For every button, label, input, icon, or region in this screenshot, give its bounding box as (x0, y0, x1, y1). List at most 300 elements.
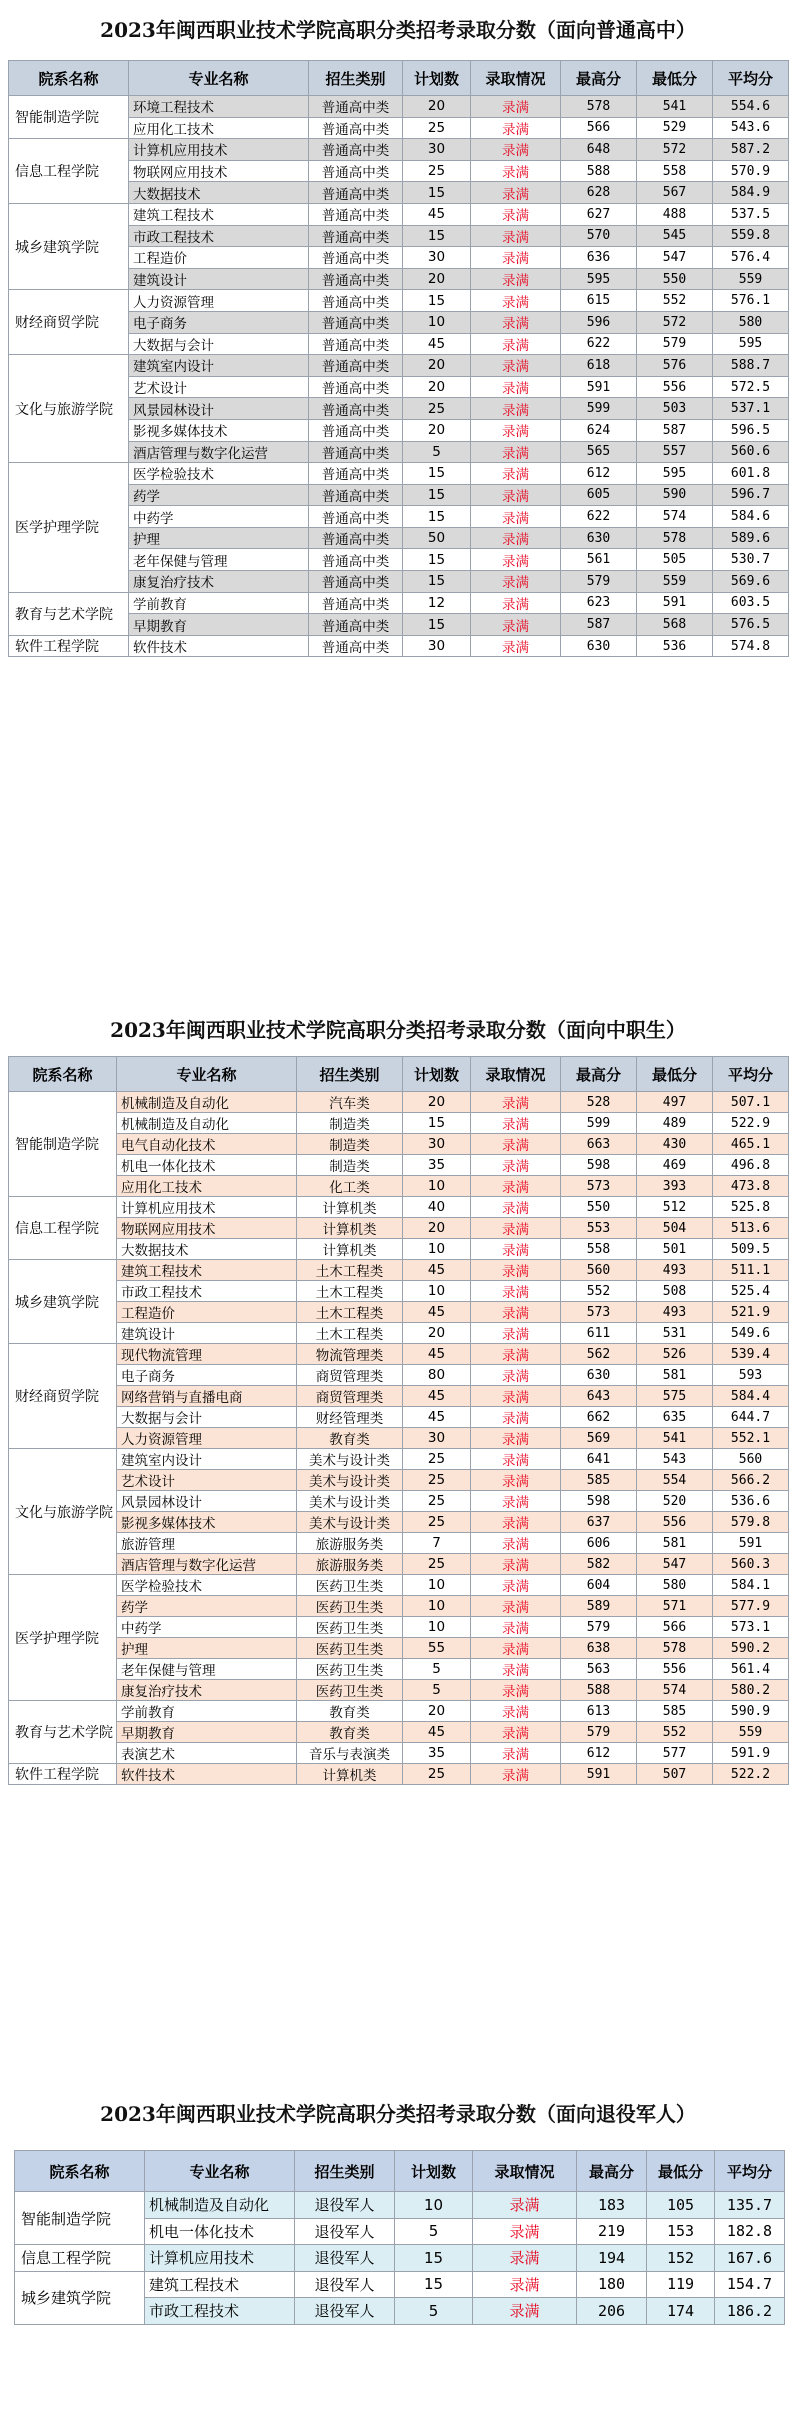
enroll-category: 医药卫生类 (297, 1638, 403, 1659)
min-score: 493 (637, 1302, 713, 1323)
avg-score: 573.1 (713, 1617, 789, 1638)
admission-status: 录满 (471, 1176, 561, 1197)
min-score: 541 (637, 1428, 713, 1449)
admission-status: 录满 (471, 376, 561, 398)
plan-count: 12 (403, 592, 471, 614)
admission-status: 录满 (471, 398, 561, 420)
plan-count: 25 (403, 1470, 471, 1491)
max-score: 615 (561, 290, 637, 312)
enroll-category: 旅游服务类 (297, 1554, 403, 1575)
table-row (9, 1365, 789, 1386)
avg-score: 584.9 (713, 182, 789, 204)
admission-table (8, 60, 789, 657)
admission-status: 录满 (471, 1239, 561, 1260)
enroll-category: 普通高中类 (309, 139, 403, 161)
table-row (9, 1218, 789, 1239)
min-score: 536 (637, 635, 713, 657)
avg-score: 593 (713, 1365, 789, 1386)
table-row (9, 96, 789, 118)
enroll-category: 制造类 (297, 1113, 403, 1134)
max-score: 623 (561, 592, 637, 614)
college-name: 医学护理学院 (9, 1575, 117, 1701)
enroll-category: 医药卫生类 (297, 1575, 403, 1596)
table-row (9, 1176, 789, 1197)
plan-count: 5 (403, 1659, 471, 1680)
table-row (9, 1533, 789, 1554)
admission-status: 录满 (471, 463, 561, 485)
column-header: 录取情况 (473, 2151, 577, 2192)
enroll-category: 医药卫生类 (297, 1596, 403, 1617)
enroll-category: 退役军人 (295, 2271, 395, 2298)
max-score: 573 (561, 1176, 637, 1197)
admission-status: 录满 (471, 1113, 561, 1134)
college-name: 城乡建筑学院 (9, 1260, 117, 1344)
enroll-category: 普通高中类 (309, 635, 403, 657)
plan-count: 25 (403, 117, 471, 139)
admission-status: 录满 (471, 1386, 561, 1407)
enroll-category: 普通高中类 (309, 463, 403, 485)
min-score: 552 (637, 290, 713, 312)
table-row (9, 635, 789, 657)
avg-score: 537.5 (713, 203, 789, 225)
enroll-category: 普通高中类 (309, 592, 403, 614)
max-score: 561 (561, 549, 637, 571)
min-score: 568 (637, 614, 713, 636)
max-score: 591 (561, 1764, 637, 1785)
avg-score: 576.5 (713, 614, 789, 636)
plan-count: 15 (403, 614, 471, 636)
max-score: 591 (561, 376, 637, 398)
avg-score: 588.7 (713, 355, 789, 377)
major-name: 应用化工技术 (129, 117, 309, 139)
min-score: 529 (637, 117, 713, 139)
min-score: 581 (637, 1533, 713, 1554)
plan-count: 20 (403, 1323, 471, 1344)
avg-score: 554.6 (713, 96, 789, 118)
table-row (9, 1617, 789, 1638)
major-name: 机械制造及自动化 (145, 2192, 295, 2219)
major-name: 计算机应用技术 (117, 1197, 297, 1218)
enroll-category: 普通高中类 (309, 203, 403, 225)
column-header: 招生类别 (295, 2151, 395, 2192)
admission-status: 录满 (471, 419, 561, 441)
min-score: 541 (637, 96, 713, 118)
major-name: 建筑室内设计 (117, 1449, 297, 1470)
min-score: 556 (637, 1659, 713, 1680)
min-score: 587 (637, 419, 713, 441)
max-score: 630 (561, 527, 637, 549)
admission-status: 录满 (471, 160, 561, 182)
enroll-category: 计算机类 (297, 1197, 403, 1218)
admission-status: 录满 (471, 1197, 561, 1218)
college-name: 文化与旅游学院 (9, 355, 129, 463)
plan-count: 10 (403, 1281, 471, 1302)
min-score: 504 (637, 1218, 713, 1239)
max-score: 563 (561, 1659, 637, 1680)
avg-score: 570.9 (713, 160, 789, 182)
enroll-category: 普通高中类 (309, 333, 403, 355)
min-score: 576 (637, 355, 713, 377)
max-score: 598 (561, 1491, 637, 1512)
max-score: 624 (561, 419, 637, 441)
plan-count: 10 (403, 1239, 471, 1260)
plan-count: 15 (395, 2271, 473, 2298)
major-name: 医学检验技术 (129, 463, 309, 485)
max-score: 587 (561, 614, 637, 636)
avg-score: 587.2 (713, 139, 789, 161)
enroll-category: 普通高中类 (309, 571, 403, 593)
section-high-school (0, 0, 796, 966)
major-name: 护理 (129, 527, 309, 549)
min-score: 554 (637, 1470, 713, 1491)
max-score: 570 (561, 225, 637, 247)
min-score: 393 (637, 1176, 713, 1197)
avg-score: 574.8 (713, 635, 789, 657)
column-header: 招生类别 (297, 1057, 403, 1092)
enroll-category: 制造类 (297, 1134, 403, 1155)
major-name: 电气自动化技术 (117, 1134, 297, 1155)
plan-count: 5 (403, 441, 471, 463)
enroll-category: 化工类 (297, 1176, 403, 1197)
enroll-category: 教育类 (297, 1701, 403, 1722)
table-row (9, 1239, 789, 1260)
admission-status: 录满 (471, 592, 561, 614)
plan-count: 25 (403, 1512, 471, 1533)
column-header: 专业名称 (117, 1057, 297, 1092)
table-row (9, 1092, 789, 1113)
major-name: 电子商务 (129, 311, 309, 333)
major-name: 机电一体化技术 (145, 2218, 295, 2245)
plan-count: 45 (403, 1302, 471, 1323)
column-header: 院系名称 (9, 61, 129, 96)
max-score: 604 (561, 1575, 637, 1596)
enroll-category: 普通高中类 (309, 484, 403, 506)
major-name: 影视多媒体技术 (117, 1512, 297, 1533)
max-score: 613 (561, 1701, 637, 1722)
table-row (15, 2271, 785, 2298)
min-score: 531 (637, 1323, 713, 1344)
table-row (9, 1428, 789, 1449)
min-score: 635 (637, 1407, 713, 1428)
max-score: 588 (561, 1680, 637, 1701)
avg-score: 566.2 (713, 1470, 789, 1491)
min-score: 567 (637, 182, 713, 204)
avg-score: 559 (713, 268, 789, 290)
enroll-category: 汽车类 (297, 1092, 403, 1113)
min-score: 575 (637, 1386, 713, 1407)
enroll-category: 退役军人 (295, 2192, 395, 2219)
enroll-category: 土木工程类 (297, 1302, 403, 1323)
avg-score: 513.6 (713, 1218, 789, 1239)
column-header: 最低分 (637, 61, 713, 96)
avg-score: 186.2 (715, 2298, 785, 2325)
min-score: 574 (637, 1680, 713, 1701)
plan-count: 20 (403, 1701, 471, 1722)
avg-score: 590.9 (713, 1701, 789, 1722)
max-score: 622 (561, 333, 637, 355)
admission-status: 录满 (471, 1491, 561, 1512)
enroll-category: 医药卫生类 (297, 1617, 403, 1638)
max-score: 663 (561, 1134, 637, 1155)
admission-status: 录满 (471, 1218, 561, 1239)
major-name: 建筑设计 (129, 268, 309, 290)
avg-score: 135.7 (715, 2192, 785, 2219)
max-score: 550 (561, 1197, 637, 1218)
plan-count: 20 (403, 355, 471, 377)
major-name: 艺术设计 (117, 1470, 297, 1491)
avg-score: 560.3 (713, 1554, 789, 1575)
plan-count: 30 (403, 635, 471, 657)
admission-status: 录满 (471, 1365, 561, 1386)
admission-table (8, 1056, 789, 1785)
table-row (9, 1407, 789, 1428)
admission-table (14, 2150, 785, 2325)
major-name: 市政工程技术 (145, 2298, 295, 2325)
major-name: 计算机应用技术 (145, 2245, 295, 2272)
section-title: 2023年闽西职业技术学院高职分类招考录取分数（面向中职生） (110, 1018, 686, 1042)
plan-count: 5 (395, 2298, 473, 2325)
plan-count: 20 (403, 376, 471, 398)
major-name: 现代物流管理 (117, 1344, 297, 1365)
table-row (15, 2192, 785, 2219)
plan-count: 20 (403, 1092, 471, 1113)
max-score: 636 (561, 247, 637, 269)
min-score: 543 (637, 1449, 713, 1470)
max-score: 605 (561, 484, 637, 506)
avg-score: 595 (713, 333, 789, 355)
table-row (9, 1113, 789, 1134)
max-score: 588 (561, 160, 637, 182)
max-score: 579 (561, 1722, 637, 1743)
max-score: 618 (561, 355, 637, 377)
avg-score: 590.2 (713, 1638, 789, 1659)
plan-count: 15 (403, 571, 471, 593)
plan-count: 15 (403, 1113, 471, 1134)
min-score: 572 (637, 139, 713, 161)
admission-status: 录满 (471, 311, 561, 333)
avg-score: 530.7 (713, 549, 789, 571)
max-score: 612 (561, 1743, 637, 1764)
major-name: 物联网应用技术 (117, 1218, 297, 1239)
admission-status: 录满 (471, 1323, 561, 1344)
table-header (9, 61, 789, 96)
min-score: 590 (637, 484, 713, 506)
min-score: 556 (637, 1512, 713, 1533)
avg-score: 522.2 (713, 1764, 789, 1785)
admission-status: 录满 (471, 1407, 561, 1428)
admission-status: 录满 (471, 1680, 561, 1701)
plan-count: 10 (403, 1575, 471, 1596)
avg-score: 580.2 (713, 1680, 789, 1701)
plan-count: 5 (395, 2218, 473, 2245)
major-name: 市政工程技术 (129, 225, 309, 247)
table-row (9, 1449, 789, 1470)
column-header: 平均分 (713, 61, 789, 96)
plan-count: 10 (403, 1617, 471, 1638)
avg-score: 182.8 (715, 2218, 785, 2245)
major-name: 中药学 (117, 1617, 297, 1638)
major-name: 康复治疗技术 (117, 1680, 297, 1701)
major-name: 市政工程技术 (117, 1281, 297, 1302)
table-row (15, 2245, 785, 2272)
min-score: 574 (637, 506, 713, 528)
min-score: 580 (637, 1575, 713, 1596)
table-row (9, 1638, 789, 1659)
min-score: 508 (637, 1281, 713, 1302)
min-score: 552 (637, 1722, 713, 1743)
plan-count: 50 (403, 527, 471, 549)
max-score: 606 (561, 1533, 637, 1554)
section-title: 2023年闽西职业技术学院高职分类招考录取分数（面向退役军人） (100, 2102, 696, 2126)
table-row (9, 1155, 789, 1176)
enroll-category: 普通高中类 (309, 441, 403, 463)
admission-status: 录满 (471, 1638, 561, 1659)
plan-count: 45 (403, 203, 471, 225)
avg-score: 576.4 (713, 247, 789, 269)
max-score: 630 (561, 635, 637, 657)
avg-score: 552.1 (713, 1428, 789, 1449)
max-score: 628 (561, 182, 637, 204)
admission-status: 录满 (471, 1659, 561, 1680)
table-row (9, 1302, 789, 1323)
admission-status: 录满 (471, 1449, 561, 1470)
plan-count: 10 (403, 1176, 471, 1197)
min-score: 497 (637, 1092, 713, 1113)
min-score: 152 (647, 2245, 715, 2272)
major-name: 早期教育 (117, 1722, 297, 1743)
admission-status: 录满 (473, 2245, 577, 2272)
major-name: 软件技术 (129, 635, 309, 657)
column-header: 计划数 (403, 61, 471, 96)
max-score: 595 (561, 268, 637, 290)
max-score: 558 (561, 1239, 637, 1260)
enroll-category: 财经管理类 (297, 1407, 403, 1428)
enroll-category: 普通高中类 (309, 614, 403, 636)
table-row (9, 1575, 789, 1596)
plan-count: 30 (403, 247, 471, 269)
avg-score: 577.9 (713, 1596, 789, 1617)
plan-count: 45 (403, 1722, 471, 1743)
avg-score: 543.6 (713, 117, 789, 139)
enroll-category: 商贸管理类 (297, 1386, 403, 1407)
admission-status: 录满 (471, 182, 561, 204)
major-name: 建筑室内设计 (129, 355, 309, 377)
major-name: 计算机应用技术 (129, 139, 309, 161)
plan-count: 55 (403, 1638, 471, 1659)
admission-status: 录满 (471, 484, 561, 506)
min-score: 488 (637, 203, 713, 225)
avg-score: 560.6 (713, 441, 789, 463)
min-score: 105 (647, 2192, 715, 2219)
admission-status: 录满 (471, 1617, 561, 1638)
max-score: 611 (561, 1323, 637, 1344)
admission-status: 录满 (473, 2218, 577, 2245)
min-score: 559 (637, 571, 713, 593)
column-header: 录取情况 (471, 1057, 561, 1092)
avg-score: 537.1 (713, 398, 789, 420)
admission-status: 录满 (471, 96, 561, 118)
college-name: 城乡建筑学院 (15, 2271, 145, 2324)
table-header (15, 2151, 785, 2192)
enroll-category: 退役军人 (295, 2245, 395, 2272)
plan-count: 40 (403, 1197, 471, 1218)
max-score: 641 (561, 1449, 637, 1470)
major-name: 机械制造及自动化 (117, 1113, 297, 1134)
major-name: 建筑工程技术 (129, 203, 309, 225)
max-score: 566 (561, 117, 637, 139)
plan-count: 20 (403, 268, 471, 290)
min-score: 556 (637, 376, 713, 398)
plan-count: 25 (403, 1764, 471, 1785)
max-score: 569 (561, 1428, 637, 1449)
column-header: 最低分 (637, 1057, 713, 1092)
college-name: 软件工程学院 (9, 1764, 117, 1785)
plan-count: 25 (403, 1554, 471, 1575)
min-score: 430 (637, 1134, 713, 1155)
enroll-category: 制造类 (297, 1155, 403, 1176)
college-name: 信息工程学院 (9, 139, 129, 204)
table-row (9, 290, 789, 312)
table-header (9, 1057, 789, 1092)
major-name: 大数据与会计 (117, 1407, 297, 1428)
admission-status: 录满 (471, 1512, 561, 1533)
table-row (9, 1260, 789, 1281)
avg-score: 560 (713, 1449, 789, 1470)
avg-score: 154.7 (715, 2271, 785, 2298)
admission-status: 录满 (471, 1092, 561, 1113)
max-score: 206 (577, 2298, 647, 2325)
avg-score: 507.1 (713, 1092, 789, 1113)
major-name: 表演艺术 (117, 1743, 297, 1764)
admission-status: 录满 (471, 290, 561, 312)
avg-score: 591 (713, 1533, 789, 1554)
enroll-category: 普通高中类 (309, 355, 403, 377)
admission-status: 录满 (471, 355, 561, 377)
min-score: 489 (637, 1113, 713, 1134)
admission-status: 录满 (471, 441, 561, 463)
avg-score: 465.1 (713, 1134, 789, 1155)
major-name: 医学检验技术 (117, 1575, 297, 1596)
admission-status: 录满 (471, 614, 561, 636)
column-header: 平均分 (715, 2151, 785, 2192)
plan-count: 80 (403, 1365, 471, 1386)
max-score: 562 (561, 1344, 637, 1365)
avg-score: 576.1 (713, 290, 789, 312)
admission-status: 录满 (471, 117, 561, 139)
plan-count: 45 (403, 1260, 471, 1281)
max-score: 662 (561, 1407, 637, 1428)
plan-count: 7 (403, 1533, 471, 1554)
plan-count: 30 (403, 1134, 471, 1155)
table-row (9, 1596, 789, 1617)
admission-status: 录满 (471, 1344, 561, 1365)
college-name: 智能制造学院 (15, 2192, 145, 2245)
enroll-category: 普通高中类 (309, 398, 403, 420)
avg-score: 584.4 (713, 1386, 789, 1407)
major-name: 老年保健与管理 (117, 1659, 297, 1680)
plan-count: 25 (403, 160, 471, 182)
admission-status: 录满 (471, 527, 561, 549)
column-header: 最高分 (577, 2151, 647, 2192)
plan-count: 25 (403, 1491, 471, 1512)
plan-count: 20 (403, 1218, 471, 1239)
table-row (9, 1512, 789, 1533)
admission-status: 录满 (471, 1302, 561, 1323)
admission-status: 录满 (471, 1701, 561, 1722)
enroll-category: 普通高中类 (309, 117, 403, 139)
table-row (9, 1722, 789, 1743)
min-score: 520 (637, 1491, 713, 1512)
